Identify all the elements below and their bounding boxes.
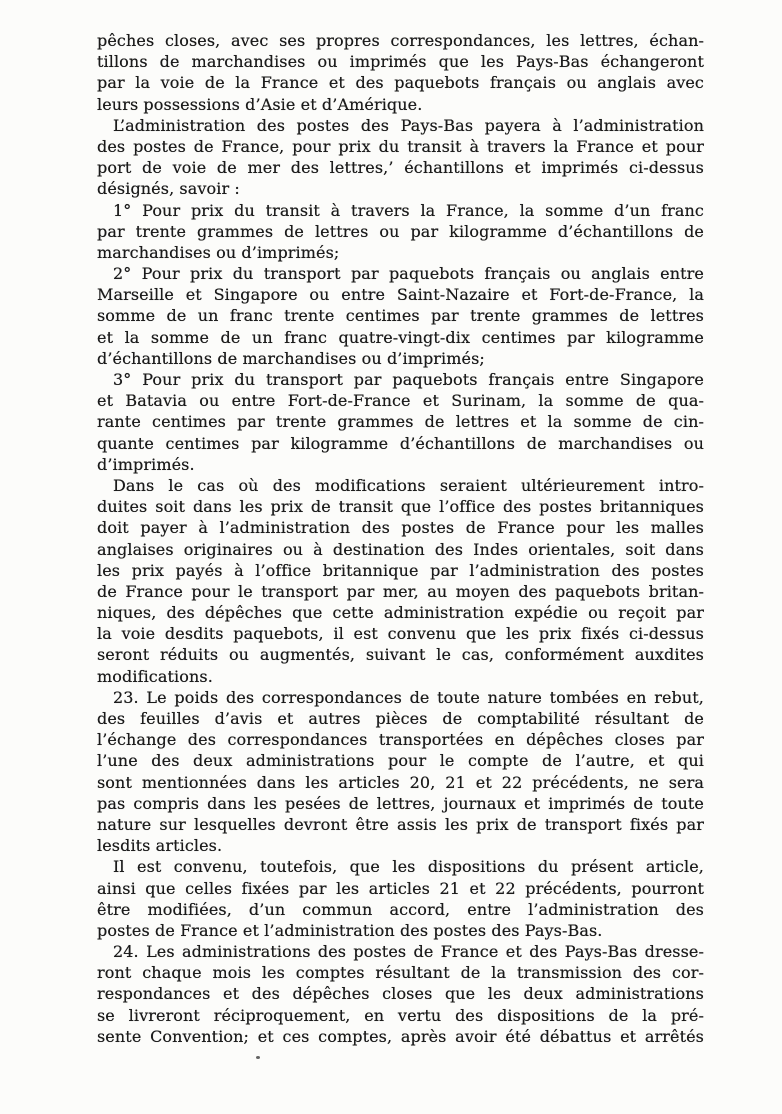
text-line: duites soit dans les prix de transit que l’office des postes britanniques xyxy=(97,497,704,517)
text-line: d’imprimés. xyxy=(97,454,195,474)
text-line: modifications. xyxy=(97,666,213,686)
text-line: L’administration des postes des Pays-Bas payera à l’administration xyxy=(113,115,704,135)
paragraph xyxy=(97,475,704,687)
text-line: être modifiées, d’un commun accord, entre l’administration des xyxy=(97,899,704,919)
text-line: et Batavia ou entre Fort-de-France et Surinam, la somme de qua- xyxy=(97,391,704,411)
text-line: 1° Pour prix du transit à travers la France, la somme d’un franc xyxy=(113,200,704,220)
paragraph xyxy=(97,687,704,857)
text-line: désignés, savoir : xyxy=(97,179,240,199)
paragraph xyxy=(97,856,704,941)
text-line: lesdits articles. xyxy=(97,836,223,856)
text-line: leurs possessions d’Asie et d’Amérique. xyxy=(97,94,423,114)
text-line: quante centimes par kilogramme d’échantillons de marchandises ou xyxy=(97,433,704,453)
text-line: nature sur lesquelles devront être assis les prix de transport fixés par xyxy=(97,814,704,834)
paragraph xyxy=(97,369,704,475)
text-line: Il est convenu, toutefois, que les dispositions du présent article, xyxy=(113,857,704,877)
text-line: port de voie de mer des lettres,’ échantillons et imprimés ci-dessus xyxy=(97,158,704,178)
text-line: niques, des dépêches que cette administration expédie ou reçoit par xyxy=(97,603,704,623)
text-line: et la somme de un franc quatre-vingt-dix centimes par kilogramme xyxy=(97,327,704,347)
text-line: tillons de marchandises ou imprimés que les Pays-Bas échangeront xyxy=(97,52,704,72)
paragraph xyxy=(97,200,704,264)
paragraph xyxy=(97,941,704,1047)
text-line: se livreront réciproquement, en vertu des dispositions de la pré- xyxy=(97,1005,704,1025)
text-line: pas compris dans les pesées de lettres, journaux et imprimés de toute xyxy=(97,793,704,813)
paragraph xyxy=(97,263,704,369)
text-line: sont mentionnées dans les articles 20, 21 et 22 précédents, ne sera xyxy=(97,772,704,792)
text-line: par trente grammes de lettres ou par kilogramme d’échantillons de xyxy=(97,221,704,241)
text-block xyxy=(97,30,704,1047)
paragraph xyxy=(97,30,704,115)
text-line: par la voie de la France et des paquebots français ou anglais avec xyxy=(97,73,704,93)
text-line: ront chaque mois les comptes résultant de la transmission des cor- xyxy=(97,963,704,983)
text-line: l’une des deux administrations pour le compte de l’autre, et qui xyxy=(97,751,704,771)
ink-speck-artifact xyxy=(256,1056,260,1059)
text-line: somme de un franc trente centimes par trente grammes de lettres xyxy=(97,306,704,326)
text-line: sente Convention; et ces comptes, après avoir été débattus et arrêtés xyxy=(97,1026,704,1046)
text-line: pêches closes, avec ses propres correspondances, les lettres, échan- xyxy=(97,31,704,50)
text-line: ainsi que celles fixées par les articles 21 et 22 précédents, pourront xyxy=(97,878,704,898)
text-line: la voie desdits paquebots, il est convenu que les prix fixés ci-dessus xyxy=(97,624,704,644)
text-line: Marseille et Singapore ou entre Saint-Nazaire et Fort-de-France, la xyxy=(97,285,704,305)
text-line: les prix payés à l’office britannique par l’administration des postes xyxy=(97,560,704,580)
text-line: 2° Pour prix du transport par paquebots français ou anglais entre xyxy=(113,264,704,284)
text-line: anglaises originaires ou à destination des Indes orientales, soit dans xyxy=(97,539,704,559)
text-line: 3° Pour prix du transport par paquebots français entre Singapore xyxy=(113,370,704,389)
text-line: postes de France et l’administration des postes des Pays-Bas. xyxy=(97,920,603,940)
text-line: des feuilles d’avis et autres pièces de comptabilité résultant de xyxy=(97,709,704,728)
text-line: 24. Les administrations des postes de France et des Pays-Bas dresse- xyxy=(113,942,704,962)
text-line: d’échantillons de marchandises ou d’imprimés; xyxy=(97,348,485,368)
text-line: marchandises ou d’imprimés; xyxy=(97,242,340,262)
text-line: doit payer à l’administration des postes de France pour les malles xyxy=(97,518,704,538)
text-line: respondances et des dépêches closes que les deux administrations xyxy=(97,984,704,1004)
text-line: seront réduits ou augmentés, suivant le cas, conformément auxdites xyxy=(97,645,704,665)
text-line: Dans le cas où des modifications seraient ultérieurement intro- xyxy=(113,475,704,495)
paragraph xyxy=(97,115,704,200)
text-line: 23. Le poids des correspondances de toute nature tombées en rebut, xyxy=(113,687,704,707)
text-line: l’échange des correspondances transportées en dépêches closes par xyxy=(97,730,704,750)
text-line: des postes de France, pour prix du transit à travers la France et pour xyxy=(97,136,704,156)
text-line: de France pour le transport par mer, au moyen des paquebots britan- xyxy=(97,581,704,601)
text-line: rante centimes par trente grammes de lettres et la somme de cin- xyxy=(97,412,704,432)
